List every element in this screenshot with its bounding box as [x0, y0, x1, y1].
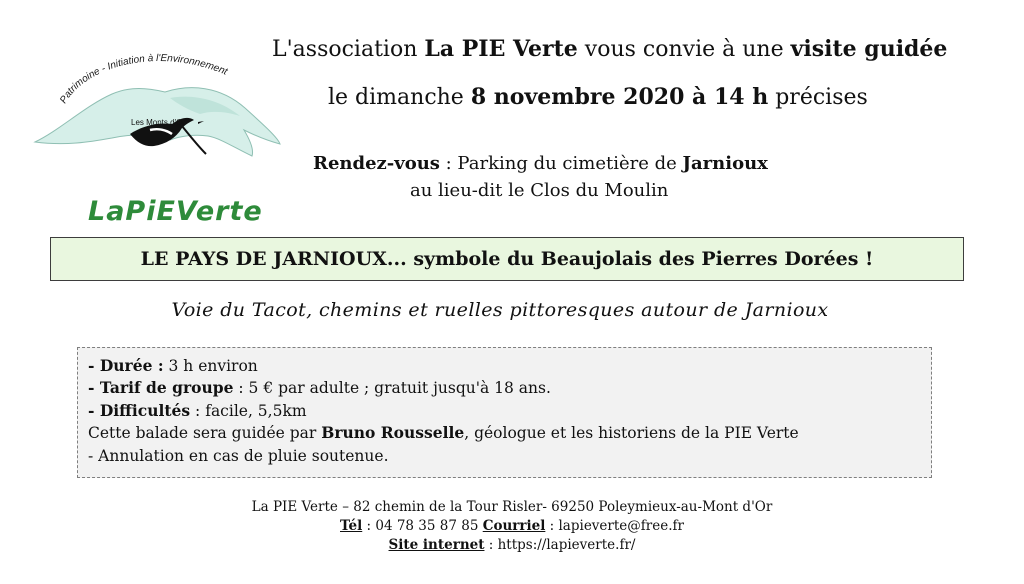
- footer-site: Site internet : https://lapieverte.fr/: [388, 537, 636, 553]
- logo-name: LaPiEVerte: [88, 196, 263, 227]
- meeting-point: Rendez-vous : Parking du cimetière de Jarnioux: [313, 153, 768, 174]
- footer-address: La PIE Verte – 82 chemin de la Tour Risler- 69250 Poleymieux-au-Mont d'Or: [251, 499, 773, 515]
- cancel-line: - Annulation en cas de pluie soutenue.: [88, 446, 389, 465]
- org-name: La PIE Verte: [424, 36, 578, 62]
- title-banner: [50, 237, 964, 281]
- duration-line: - Durée : 3 h environ: [88, 356, 258, 375]
- footer-contacts: Tél : 04 78 35 87 85 Courriel : lapieverte@free.fr: [340, 518, 684, 534]
- meeting-place-detail: au lieu-dit le Clos du Moulin: [410, 180, 669, 201]
- logo-region: Les Monts d'Or: [131, 118, 185, 127]
- info-box: [77, 347, 932, 478]
- logo-tagline-text: Patrimoine - Initiation à l'Environnement: [58, 52, 229, 106]
- event-type: visite guidée: [790, 36, 948, 62]
- date-line: le dimanche 8 novembre 2020 à 14 h précises: [328, 84, 868, 110]
- difficulty-line: - Difficultés : facile, 5,5km: [88, 400, 307, 420]
- price-line: - Tarif de groupe : 5 € par adulte ; gratuit jusqu'à 18 ans.: [88, 378, 551, 398]
- footer: [0, 498, 1024, 555]
- website-link[interactable]: : https://lapieverte.fr/: [484, 537, 636, 553]
- invitation-line: L'association La PIE Verte vous convie à une visite guidée: [272, 36, 948, 62]
- guide-line: Cette balade sera guidée par Bruno Rousselle, géologue et les historiens de la PIE Verte: [88, 423, 799, 443]
- svg-text:Patrimoine - Initiation à l'En: [58, 53, 230, 106]
- event-date: 8 novembre 2020 à 14 h: [470, 84, 769, 110]
- association-logo: [30, 38, 285, 227]
- email-link[interactable]: : lapieverte@free.fr: [545, 518, 684, 534]
- banner-text: LE PAYS DE JARNIOUX... symbole du Beaujolais des Pierres Dorées !: [140, 248, 874, 270]
- walk-subtitle: Voie du Tacot, chemins et ruelles pittoresques autour de Jarnioux: [171, 299, 829, 321]
- logo-tagline: [30, 38, 285, 148]
